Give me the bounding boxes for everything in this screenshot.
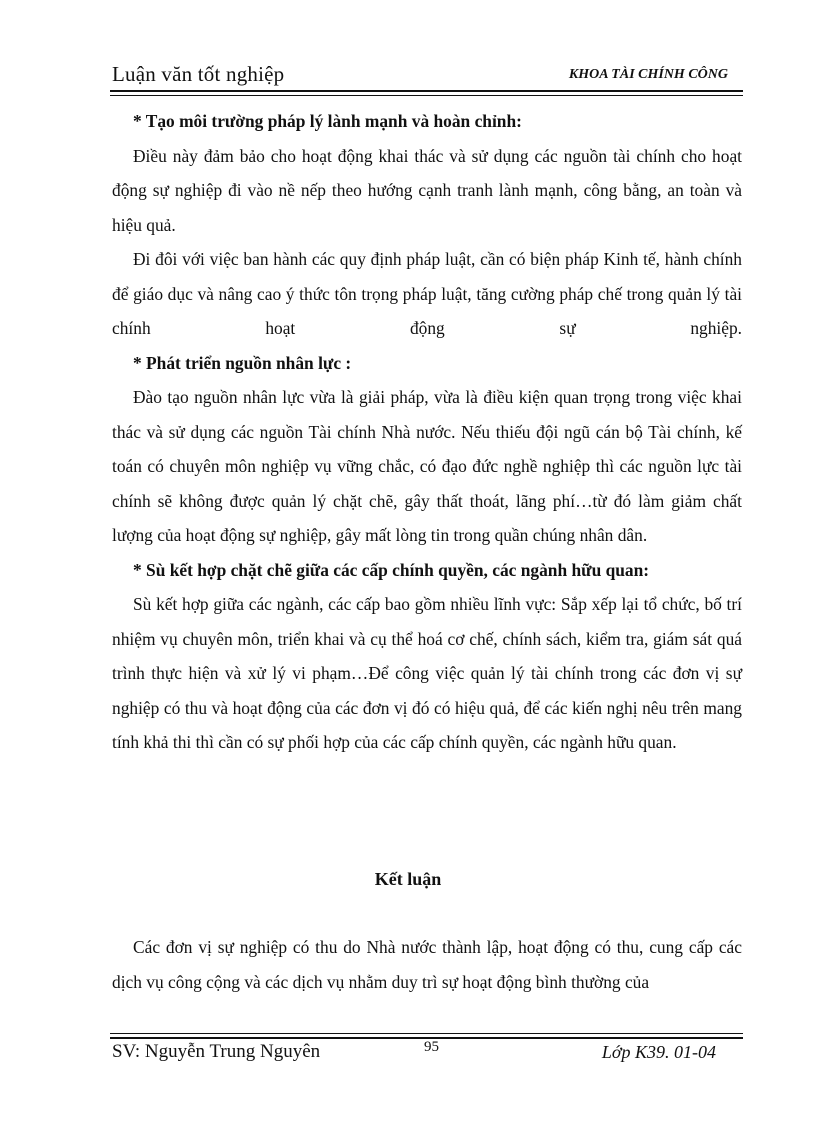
header-faculty-label: KHOA TÀI CHÍNH CÔNG: [568, 67, 728, 82]
body-text: [112, 104, 742, 760]
paragraph: Các đơn vị sự nghiệp có thu do Nhà nước thành lập, hoạt động có thu, cung cấp các dịch vụ công cộng và các dịch vụ nhằm duy trì sự hoạt động bình thường của: [112, 937, 742, 992]
paragraph: Đi đôi với việc ban hành các quy định pháp luật, cần có biện pháp Kinh tế, hành chính để giáo dục và nâng cao ý thức tôn trọng pháp luật, tăng cường pháp chế trong quản lý tài chính hoạt động sự nghiệp.: [112, 249, 742, 338]
section-heading-hr: * Phát triển nguồn nhân lực :: [133, 352, 352, 373]
header-divider-thick: [110, 90, 743, 92]
paragraph: Đào tạo nguồn nhân lực vừa là giải pháp, vừa là điều kiện quan trọng trong việc khai thác và sử dụng các nguồn Tài chính Nhà nước. Nếu thiếu đội ngũ cán bộ Tài chính, kế toán có chuyên môn nghiệp vụ vững chắc, có đạo đức nghề nghiệp thì các nguồn lực tài chính sẽ không được quản lý chặt chẽ, gây thất thoát, lãng phí…từ đó làm giảm chất lượng của hoạt động sự nghiệp, gây mất lòng tin trong quần chúng nhân dân.: [112, 387, 742, 545]
section-heading-legal: * Tạo môi trường pháp lý lành mạnh và hoàn chỉnh:: [133, 111, 522, 131]
page-number: 95: [424, 1039, 439, 1055]
paragraph: Điều này đảm bảo cho hoạt động khai thác và sử dụng các nguồn tài chính cho hoạt động sự nghiệp đi vào nề nếp theo hướng cạnh tranh lành mạnh, công bằng, an toàn và hiệu quả.: [112, 145, 742, 235]
paragraph: Sù kết hợp giữa các ngành, các cấp bao gồm nhiều lĩnh vực: Sắp xếp lại tổ chức, bố trí nhiệm vụ chuyên môn, triển khai và cụ thể hoá cơ chế, chính sách, kiểm tra, giám sát quá trình thực hiện và xử lý vi phạm…Để công việc quản lý tài chính trong các đơn vị sự nghiệp có thu và hoạt động của các đơn vị đó có hiệu quả, để các kiến nghị nêu trên mang tính khả thi thì cần có sự phối hợp của các cấp chính quyền, các ngành hữu quan.: [112, 594, 742, 752]
conclusion-text: [112, 930, 742, 999]
footer-divider-thin: [110, 1033, 743, 1034]
conclusion-title: Kết luận: [374, 869, 442, 889]
footer-class-label: Lớp K39. 01-04: [601, 1042, 716, 1062]
footer-student-name: SV: Nguyễn Trung Nguyên: [112, 1041, 321, 1062]
header-thesis-label: Luận văn tốt nghiệp: [112, 62, 285, 86]
header-divider-thin: [110, 95, 743, 96]
section-heading-coordination: * Sù kết hợp chặt chẽ giữa các cấp chính quyền, các ngành hữu quan:: [133, 559, 650, 580]
